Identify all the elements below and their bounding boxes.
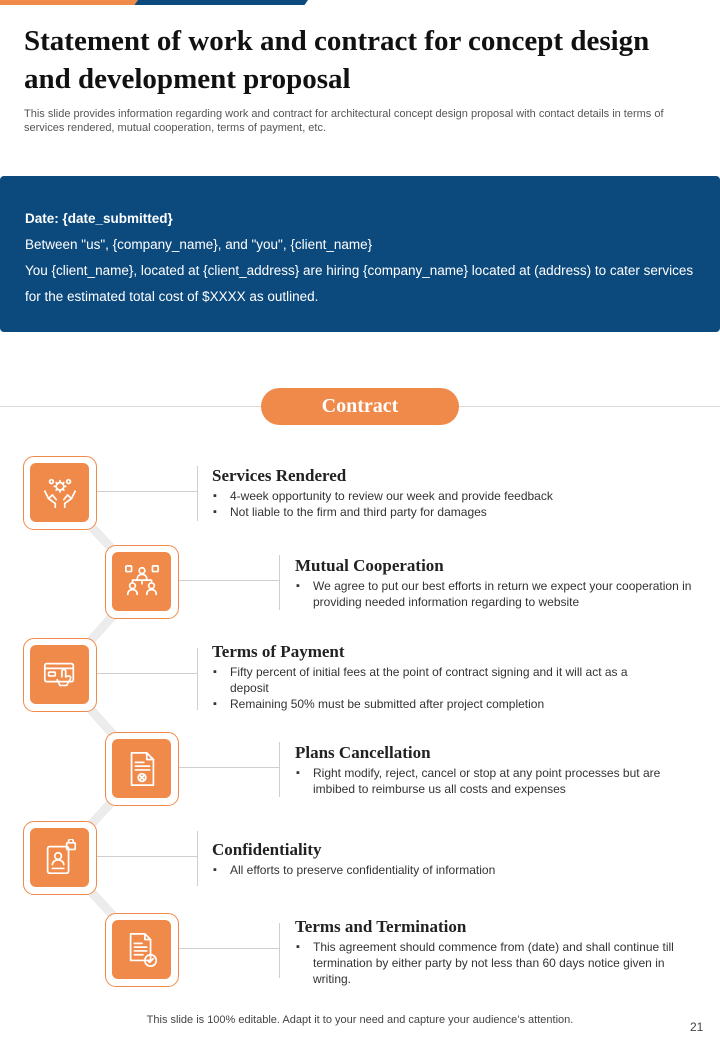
item-title-services-rendered: Services Rendered [212, 466, 347, 485]
separator-line [197, 831, 198, 886]
bullets-services-rendered [212, 488, 602, 520]
services-rendered-icon-frame [23, 456, 97, 530]
bullets-plans-cancellation [295, 765, 690, 797]
separator-line [279, 555, 280, 610]
bullets-confidentiality [212, 862, 652, 878]
separator-line [197, 466, 198, 521]
confidential-id-icon [41, 839, 79, 877]
separator-line [279, 923, 280, 978]
mutual-cooperation-icon-frame [105, 545, 179, 619]
item-title-terms-of-payment: Terms of Payment [212, 642, 345, 661]
item-title-mutual-cooperation: Mutual Cooperation [295, 556, 444, 575]
bullets-mutual-cooperation [295, 578, 700, 610]
list-item: ▪ Right modify, reject, cancel or stop at any point processes but are imbibed to reimburse us all costs and expenses [295, 765, 690, 797]
contract-details-box [0, 176, 720, 332]
list-item: ▪ Fifty percent of initial fees at the point of contract signing and it will act as a deposit [212, 664, 652, 696]
document-cancel-icon [123, 750, 161, 788]
page-number: 21 [690, 1020, 704, 1034]
hiring-line: You {client_name}, located at {client_address} are hiring {company_name} located at (address) to cater services for the estimated total cost of $XXXX as outlined. [25, 263, 694, 304]
parties-line: Between "us", {company_name}, and "you", {client_name} [25, 237, 373, 252]
contract-heading-pill: Contract [261, 388, 459, 425]
list-item: ▪ All efforts to preserve confidentiality of information [212, 862, 652, 878]
separator-line [279, 742, 280, 797]
terms-of-payment-icon-frame [23, 638, 97, 712]
confidentiality-icon-frame [23, 821, 97, 895]
connector-line [97, 856, 197, 857]
people-network-icon [123, 563, 161, 601]
footer-note: This slide is 100% editable. Adapt it to your need and capture your audience’s attention. [146, 1014, 574, 1026]
connector-line [179, 767, 279, 768]
separator-line [197, 648, 198, 710]
document-check-icon [123, 931, 161, 969]
list-item: ▪ Remaining 50% must be submitted after project completion [212, 696, 652, 712]
date-line: Date: {date_submitted} [25, 211, 173, 226]
bullets-terms-of-payment [212, 664, 652, 712]
card-payment-icon [41, 656, 79, 694]
item-title-confidentiality: Confidentiality [212, 840, 322, 859]
item-title-plans-cancellation: Plans Cancellation [295, 743, 431, 762]
slide-title: Statement of work and contract for concept design and development proposal [24, 25, 650, 95]
slide-subtitle: This slide provides information regarding work and contract for architectural concept design proposal with contact details in terms of services rendered, mutual cooperation, terms of payment, etc. [24, 108, 664, 134]
list-item: ▪ This agreement should commence from (date) and shall continue till termination by either party by not less than 60 days notice given in writing. [295, 939, 695, 987]
list-item: ▪ 4-week opportunity to review our week and provide feedback [212, 488, 602, 504]
list-item: ▪ Not liable to the firm and third party for damages [212, 504, 602, 520]
plans-cancellation-icon-frame [105, 732, 179, 806]
list-item: ▪ We agree to put our best efforts in return we expect your cooperation in providing needed information regarding to website [295, 578, 700, 610]
top-accent-blue [134, 0, 308, 5]
item-title-terms-and-termination: Terms and Termination [295, 917, 467, 936]
connector-line [179, 948, 279, 949]
connector-line [97, 491, 197, 492]
connector-line [179, 580, 279, 581]
terms-and-termination-icon-frame [105, 913, 179, 987]
connector-line [97, 673, 197, 674]
bullets-terms-and-termination [295, 939, 695, 987]
hands-gears-icon [41, 474, 79, 512]
